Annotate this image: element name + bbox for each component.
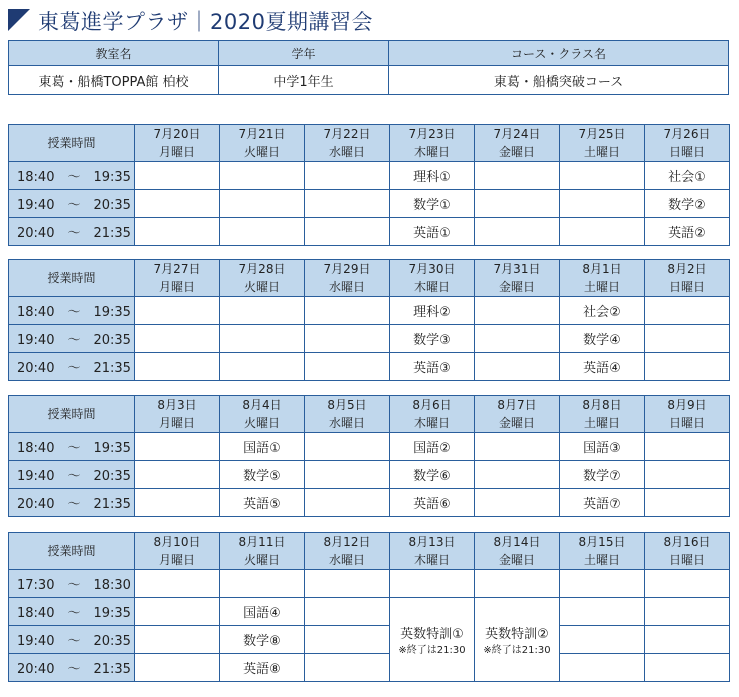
lesson-cell: 国語④ — [220, 598, 305, 626]
day-header — [135, 533, 220, 570]
grade-value: 中学1年生 — [219, 66, 389, 95]
lesson-cell — [560, 162, 645, 190]
day-date: 8月14日 — [493, 535, 541, 549]
day-date: 8月9日 — [667, 398, 707, 412]
time-slot: 18:40 ～ 19:35 — [9, 297, 135, 325]
day-date: 8月8日 — [582, 398, 622, 412]
lesson-cell — [135, 654, 220, 682]
day-date: 7月20日 — [153, 127, 201, 141]
day-date: 7月31日 — [493, 262, 541, 276]
lesson-cell: 数学① — [390, 190, 475, 218]
lesson-cell — [220, 353, 305, 381]
lesson-cell: 英語⑤ — [220, 489, 305, 517]
table-row — [9, 353, 730, 381]
lesson-cell — [135, 190, 220, 218]
lesson-cell: 数学② — [645, 190, 730, 218]
special-lesson-label: 英数特訓② — [485, 626, 549, 642]
lesson-cell — [135, 297, 220, 325]
lesson-cell: 国語② — [390, 433, 475, 461]
time-slot: 18:40 ～ 19:35 — [9, 598, 135, 626]
day-weekday: 金曜日 — [498, 553, 535, 567]
time-slot: 19:40 ～ 20:35 — [9, 626, 135, 654]
day-date: 8月5日 — [327, 398, 367, 412]
classroom-header: 教室名 — [9, 41, 219, 66]
lesson-cell — [475, 162, 560, 190]
course-value: 東葛・船橋突破コース — [389, 66, 729, 95]
special-lesson-cell — [475, 598, 560, 682]
time-slot: 19:40 ～ 20:35 — [9, 461, 135, 489]
day-header — [645, 260, 730, 297]
day-date: 7月21日 — [238, 127, 286, 141]
day-date: 8月2日 — [667, 262, 707, 276]
lesson-cell — [220, 162, 305, 190]
lesson-cell — [475, 570, 560, 598]
lesson-cell — [560, 570, 645, 598]
lesson-cell — [560, 218, 645, 246]
lesson-cell — [220, 570, 305, 598]
day-date: 7月22日 — [323, 127, 371, 141]
day-header — [135, 396, 220, 433]
day-date: 8月1日 — [582, 262, 622, 276]
lesson-cell: 英語⑦ — [560, 489, 645, 517]
day-weekday: 日曜日 — [668, 553, 705, 567]
day-header — [135, 125, 220, 162]
lesson-cell — [305, 190, 390, 218]
day-date: 8月12日 — [323, 535, 371, 549]
table-row — [9, 489, 730, 517]
day-weekday: 水曜日 — [328, 416, 365, 430]
day-weekday: 金曜日 — [498, 145, 535, 159]
day-header — [135, 260, 220, 297]
day-header — [645, 533, 730, 570]
time-header: 授業時間 — [9, 533, 135, 570]
table-row — [9, 461, 730, 489]
day-header — [390, 533, 475, 570]
time-slot: 20:40 ～ 21:35 — [9, 489, 135, 517]
day-date: 8月15日 — [578, 535, 626, 549]
day-header — [645, 396, 730, 433]
day-header — [220, 533, 305, 570]
lesson-cell — [390, 570, 475, 598]
day-date: 7月26日 — [663, 127, 711, 141]
special-lesson-cell — [390, 598, 475, 682]
week-schedule-table — [8, 532, 730, 682]
special-lesson-label: 英数特訓① — [400, 626, 464, 642]
day-header — [475, 533, 560, 570]
lesson-cell — [645, 654, 730, 682]
lesson-cell — [305, 218, 390, 246]
day-weekday: 日曜日 — [668, 280, 705, 294]
day-weekday: 日曜日 — [668, 145, 705, 159]
lesson-cell: 数学⑤ — [220, 461, 305, 489]
lesson-cell — [560, 654, 645, 682]
lesson-cell: 国語③ — [560, 433, 645, 461]
day-weekday: 金曜日 — [498, 416, 535, 430]
lesson-cell: 英語③ — [390, 353, 475, 381]
time-slot: 18:40 ～ 19:35 — [9, 433, 135, 461]
lesson-cell — [560, 190, 645, 218]
lesson-cell — [220, 190, 305, 218]
day-header — [475, 125, 560, 162]
lesson-cell — [560, 626, 645, 654]
day-header — [560, 260, 645, 297]
day-weekday: 木曜日 — [413, 416, 450, 430]
time-slot: 17:30 ～ 18:30 — [9, 570, 135, 598]
day-weekday: 木曜日 — [413, 280, 450, 294]
lesson-cell — [475, 353, 560, 381]
day-date: 7月24日 — [493, 127, 541, 141]
lesson-cell — [645, 570, 730, 598]
table-row — [9, 626, 730, 654]
lesson-cell — [475, 297, 560, 325]
table-row — [9, 433, 730, 461]
day-date: 8月7日 — [497, 398, 537, 412]
lesson-cell — [135, 461, 220, 489]
page-title-text: 東葛進学プラザ｜2020夏期講習会 — [38, 10, 373, 34]
day-date: 8月4日 — [242, 398, 282, 412]
lesson-cell — [645, 353, 730, 381]
class-info-table — [8, 40, 729, 95]
day-weekday: 木曜日 — [413, 145, 450, 159]
day-header — [645, 125, 730, 162]
lesson-cell: 数学⑥ — [390, 461, 475, 489]
lesson-cell — [305, 570, 390, 598]
day-header — [305, 396, 390, 433]
table-row — [9, 654, 730, 682]
lesson-cell — [220, 297, 305, 325]
day-weekday: 火曜日 — [243, 553, 280, 567]
lesson-cell: 社会① — [645, 162, 730, 190]
lesson-cell — [135, 598, 220, 626]
lesson-cell — [645, 626, 730, 654]
week-schedule-table — [8, 124, 730, 246]
lesson-cell — [305, 297, 390, 325]
day-header — [560, 533, 645, 570]
time-slot: 18:40 ～ 19:35 — [9, 162, 135, 190]
day-weekday: 月曜日 — [158, 553, 195, 567]
day-weekday: 水曜日 — [328, 280, 365, 294]
time-slot: 20:40 ～ 21:35 — [9, 218, 135, 246]
day-weekday: 金曜日 — [498, 280, 535, 294]
day-header — [475, 260, 560, 297]
lesson-cell: 理科① — [390, 162, 475, 190]
lesson-cell — [135, 433, 220, 461]
week-schedule-table — [8, 259, 730, 381]
special-lesson-note: ※終了は21:30 — [398, 644, 466, 656]
table-row — [9, 598, 730, 626]
lesson-cell — [305, 626, 390, 654]
time-header: 授業時間 — [9, 396, 135, 433]
lesson-cell — [475, 325, 560, 353]
lesson-cell — [305, 162, 390, 190]
lesson-cell: 社会② — [560, 297, 645, 325]
day-date: 8月3日 — [157, 398, 197, 412]
table-row — [9, 190, 730, 218]
lesson-cell — [135, 626, 220, 654]
day-weekday: 日曜日 — [668, 416, 705, 430]
day-date: 7月28日 — [238, 262, 286, 276]
lesson-cell — [475, 190, 560, 218]
lesson-cell — [135, 570, 220, 598]
table-row — [9, 325, 730, 353]
grade-header: 学年 — [219, 41, 389, 66]
time-header: 授業時間 — [9, 260, 135, 297]
lesson-cell — [135, 218, 220, 246]
lesson-cell — [645, 325, 730, 353]
lesson-cell: 英語⑧ — [220, 654, 305, 682]
day-header — [390, 125, 475, 162]
day-weekday: 月曜日 — [158, 280, 195, 294]
day-weekday: 火曜日 — [243, 416, 280, 430]
day-header — [390, 396, 475, 433]
day-weekday: 火曜日 — [243, 280, 280, 294]
lesson-cell: 数学⑧ — [220, 626, 305, 654]
lesson-cell: 数学④ — [560, 325, 645, 353]
lesson-cell: 英語⑥ — [390, 489, 475, 517]
day-date: 8月10日 — [153, 535, 201, 549]
day-weekday: 月曜日 — [158, 416, 195, 430]
lesson-cell: 英語① — [390, 218, 475, 246]
day-weekday: 土曜日 — [583, 280, 620, 294]
lesson-cell: 英語② — [645, 218, 730, 246]
page-title — [8, 6, 733, 36]
day-date: 8月16日 — [663, 535, 711, 549]
day-weekday: 土曜日 — [583, 416, 620, 430]
table-row — [9, 297, 730, 325]
lesson-cell — [645, 598, 730, 626]
day-weekday: 水曜日 — [328, 553, 365, 567]
day-date: 7月29日 — [323, 262, 371, 276]
lesson-cell — [645, 461, 730, 489]
day-header — [220, 260, 305, 297]
lesson-cell — [475, 218, 560, 246]
day-header — [475, 396, 560, 433]
lesson-cell — [305, 325, 390, 353]
time-slot: 20:40 ～ 21:35 — [9, 353, 135, 381]
table-row — [9, 162, 730, 190]
lesson-cell — [645, 489, 730, 517]
special-lesson-note: ※終了は21:30 — [483, 644, 551, 656]
course-header: コース・クラス名 — [389, 41, 729, 66]
day-weekday: 水曜日 — [328, 145, 365, 159]
day-header — [220, 396, 305, 433]
day-header — [305, 260, 390, 297]
time-slot: 20:40 ～ 21:35 — [9, 654, 135, 682]
lesson-cell — [560, 598, 645, 626]
day-header — [560, 396, 645, 433]
day-date: 8月13日 — [408, 535, 456, 549]
lesson-cell: 英語④ — [560, 353, 645, 381]
lesson-cell — [305, 353, 390, 381]
day-weekday: 土曜日 — [583, 553, 620, 567]
day-date: 7月27日 — [153, 262, 201, 276]
day-weekday: 火曜日 — [243, 145, 280, 159]
day-header — [390, 260, 475, 297]
lesson-cell — [305, 489, 390, 517]
day-date: 7月30日 — [408, 262, 456, 276]
lesson-cell — [475, 461, 560, 489]
day-weekday: 木曜日 — [413, 553, 450, 567]
time-slot: 19:40 ～ 20:35 — [9, 325, 135, 353]
day-header — [305, 533, 390, 570]
day-weekday: 土曜日 — [583, 145, 620, 159]
day-header — [220, 125, 305, 162]
lesson-cell — [305, 598, 390, 626]
day-date: 8月11日 — [238, 535, 286, 549]
lesson-cell — [475, 433, 560, 461]
lesson-cell — [135, 353, 220, 381]
lesson-cell — [305, 433, 390, 461]
week-schedule-table — [8, 395, 730, 517]
lesson-cell — [135, 162, 220, 190]
lesson-cell — [645, 297, 730, 325]
lesson-cell: 数学③ — [390, 325, 475, 353]
lesson-cell — [305, 654, 390, 682]
classroom-value: 東葛・船橋TOPPA館 柏校 — [9, 66, 219, 95]
lesson-cell: 理科② — [390, 297, 475, 325]
lesson-cell — [645, 433, 730, 461]
time-slot: 19:40 ～ 20:35 — [9, 190, 135, 218]
day-date: 7月23日 — [408, 127, 456, 141]
lesson-cell — [135, 325, 220, 353]
day-date: 7月25日 — [578, 127, 626, 141]
day-weekday: 月曜日 — [158, 145, 195, 159]
lesson-cell — [220, 325, 305, 353]
day-date: 8月6日 — [412, 398, 452, 412]
day-header — [560, 125, 645, 162]
table-row — [9, 218, 730, 246]
lesson-cell: 国語① — [220, 433, 305, 461]
lesson-cell — [135, 489, 220, 517]
time-header: 授業時間 — [9, 125, 135, 162]
title-triangle-icon — [8, 9, 30, 31]
lesson-cell: 数学⑦ — [560, 461, 645, 489]
table-row — [9, 570, 730, 598]
day-header — [305, 125, 390, 162]
lesson-cell — [475, 489, 560, 517]
lesson-cell — [220, 218, 305, 246]
lesson-cell — [305, 461, 390, 489]
